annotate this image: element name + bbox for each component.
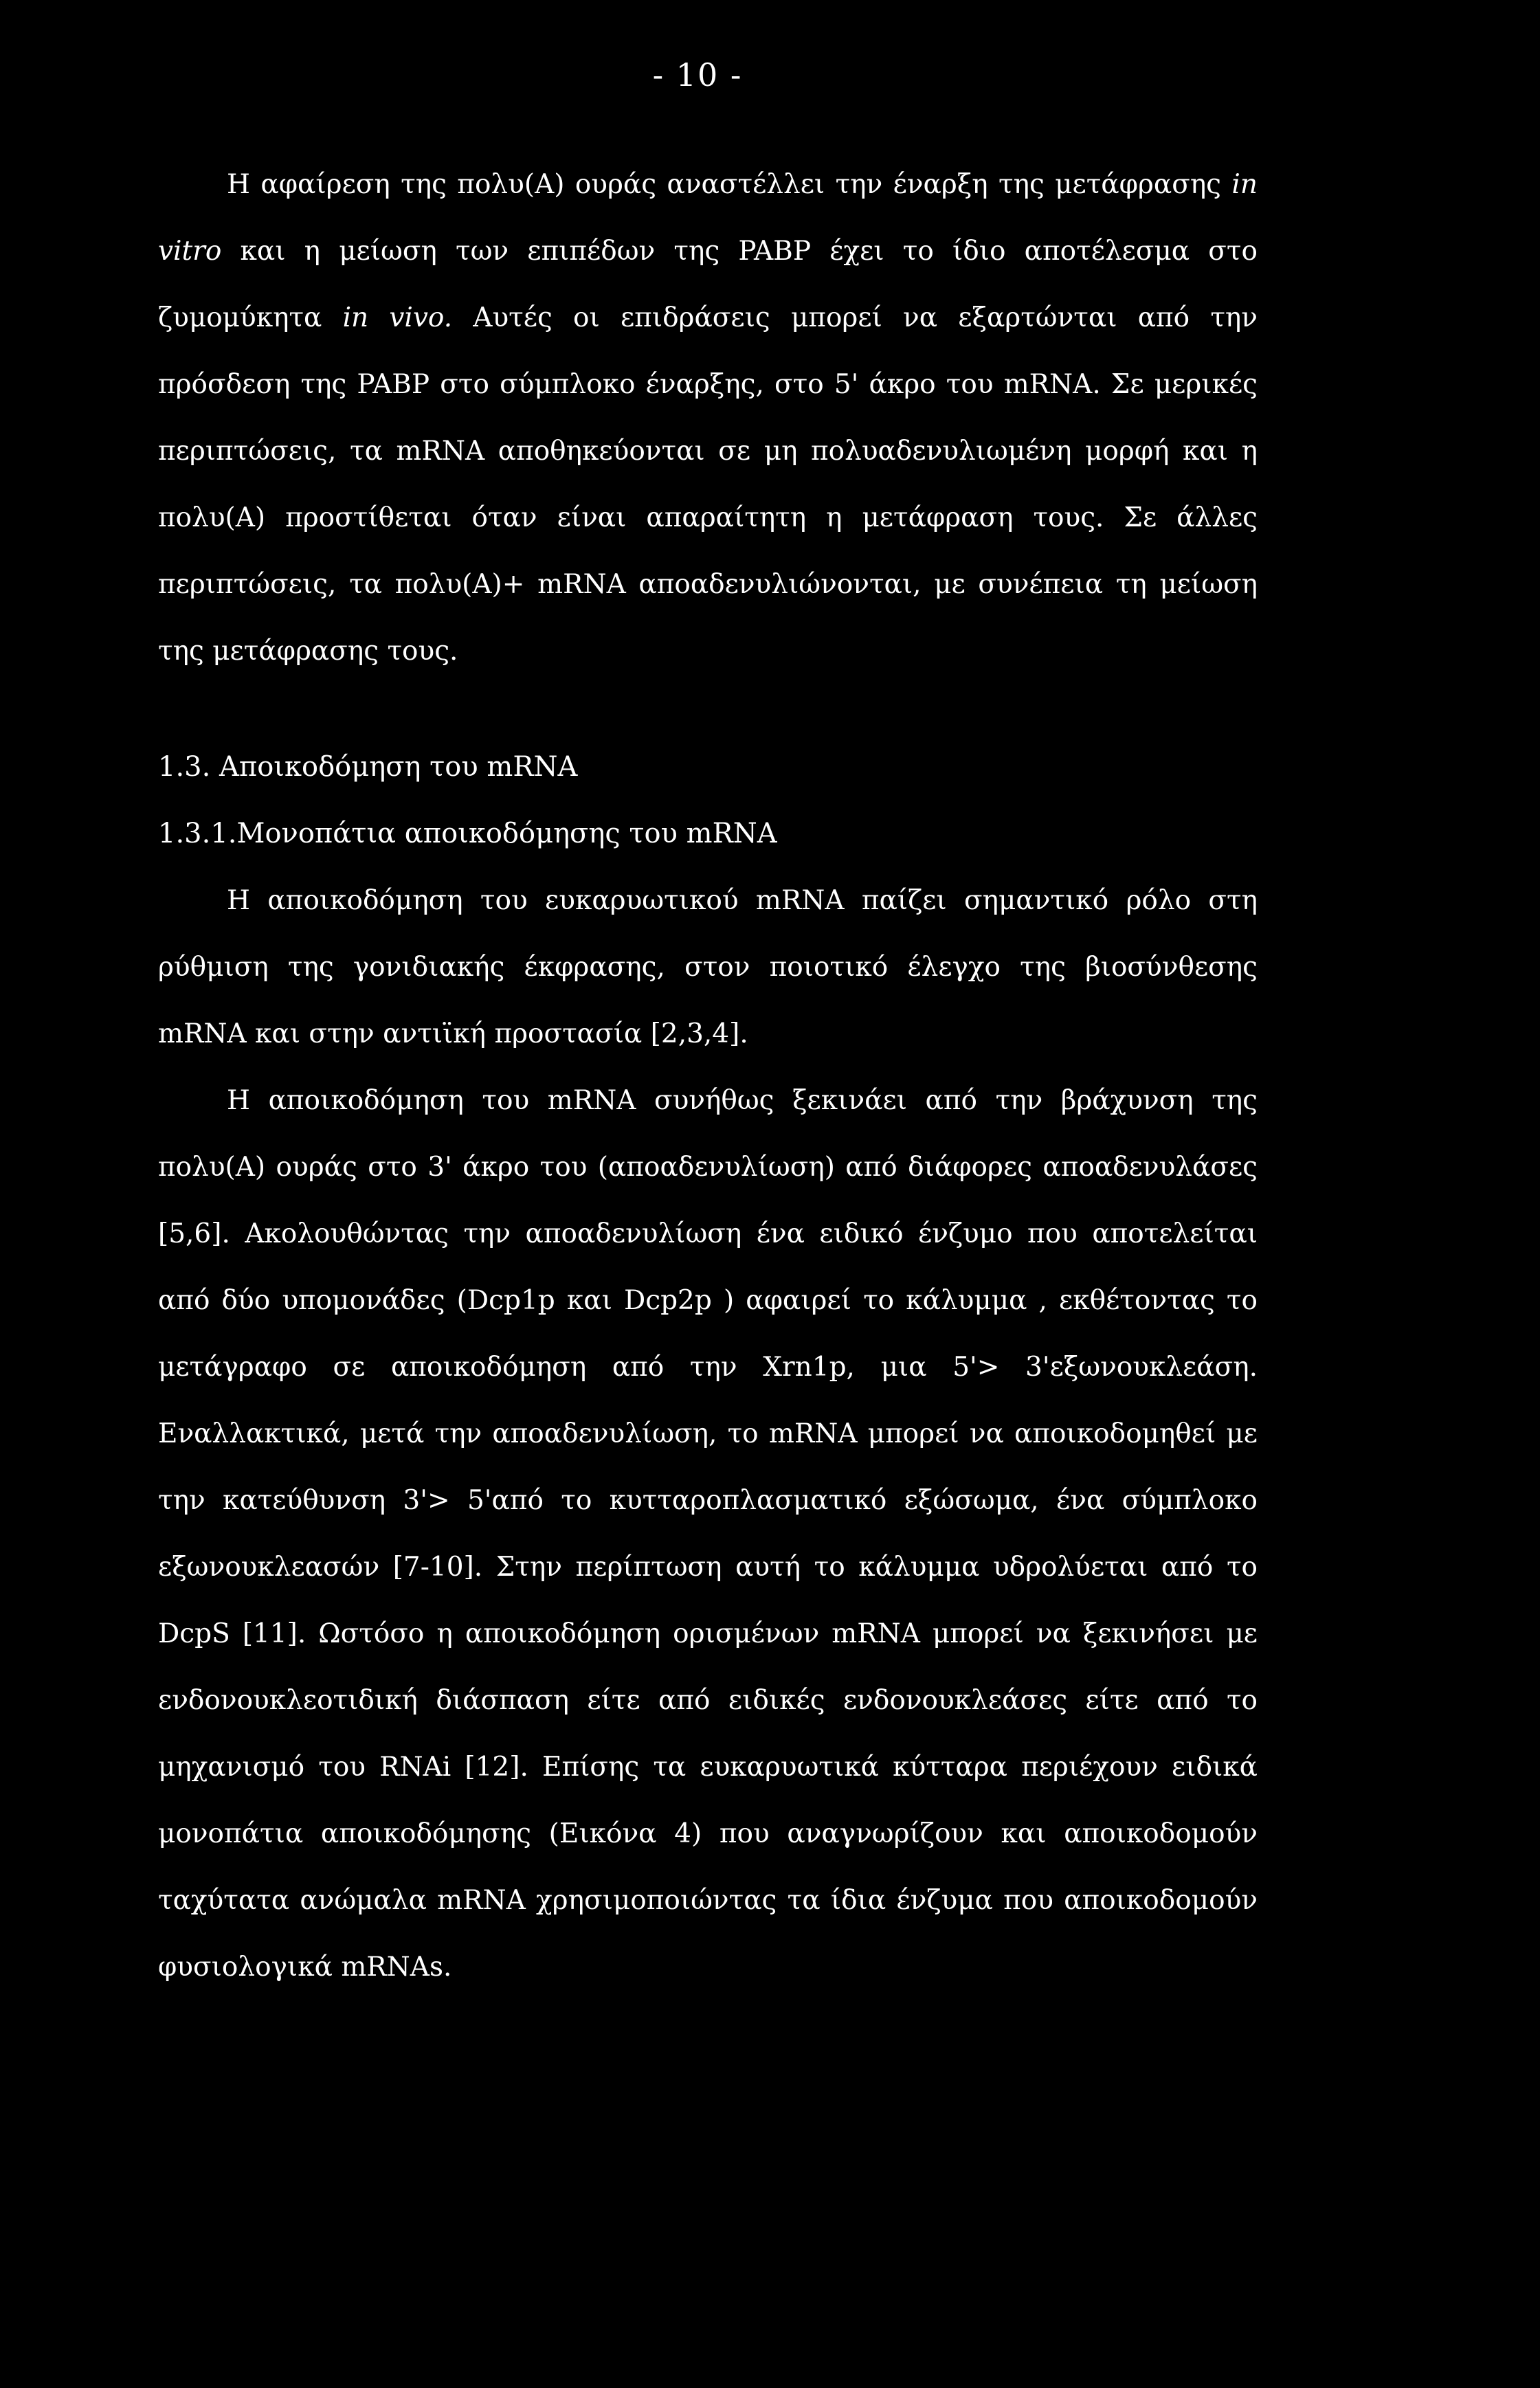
intro-text-part2: και η μείωση των επιπέδων της PABP έχει το ίδιο αποτέλεσμα στο ζυμομύκητα xyxy=(158,236,1258,333)
in-vitro-term: in vitro xyxy=(158,169,1258,267)
intro-text-part1: Η αφαίρεση της πολυ(Α) ουράς αναστέλλει την έναρξη της μετάφρασης xyxy=(227,169,1232,200)
body-paragraph-1: Η αποικοδόμηση του ευκαρυωτικού mRNA παίζει σημαντικό ρόλο στη ρύθμιση της γονιδιακής έκφρασης, στον ποιοτικό έλεγχο της βιοσύνθεσης mRNA και στην αντιϊκή προστασία [2,3,4]. xyxy=(158,885,1258,1049)
in-vivo-term: in vivo. xyxy=(342,302,453,333)
intro-paragraph xyxy=(158,151,1258,684)
document-body xyxy=(158,151,1258,2000)
page-number: - 10 - xyxy=(652,56,743,93)
section-spacer xyxy=(158,684,1258,734)
body-paragraph-2: Η αποικοδόμηση του mRNA συνήθως ξεκινάει από την βράχυνση της πολυ(Α) ουράς στο 3' άκρο του (αποαδενυλίωση) από διάφορες αποαδενυλάσες [5,6]. Ακολουθώντας την αποαδενυλίωση ένα ειδικό ένζυμο που αποτελείται από δύο υπομονάδες (Dcp1p και Dcp2p ) αφαιρεί το κάλυμμα , εκθέτοντας το μετάγραφο σε αποικοδόμηση από την Xrn1p, μια 5'> 3'εξωνουκλεάση. Εναλλακτικά, μετά την αποαδενυλίωση, το mRNA μπορεί να αποικοδομηθεί με την κατεύθυνση 3'> 5'από το κυτταροπλασματικό εξώσωμα, ένα σύμπλοκο εξωνουκλεασών [7-10]. Στην περίπτωση αυτή το κάλυμμα υδρολύεται από το DcpS [11]. Ωστόσο η αποικοδόμηση ορισμένων mRNA μπορεί να ξεκινήσει με ενδονουκλεοτιδική διάσπαση είτε από ειδικές ενδονουκλεάσες είτε από το μηχανισμό του RNAi [12]. Επίσης τα ευκαρυωτικά κύτταρα περιέχουν ειδικά μονοπάτια αποικοδόμησης (Εικόνα 4) που αναγνωρίζουν και αποικοδομούν ταχύτατα ανώμαλα mRNA χρησιμοποιώντας τα ίδια ένζυμα που αποικοδομούν φυσιολογικά mRNAs. xyxy=(158,1085,1258,1983)
subsection-heading: 1.3.1.Μονοπάτια αποικοδόμησης του mRNA xyxy=(158,818,777,849)
intro-text-part3: Αυτές οι επιδράσεις μπορεί να εξαρτώνται από την πρόσδεση της PABP στο σύμπλοκο έναρξης, στο 5' άκρο του mRNA. Σε μερικές περιπτώσεις, τα mRNA αποθηκεύονται σε μη πολυαδενυλιωμένη μορφή και η πολυ(Α) προστίθεται όταν είναι απαραίτητη η μετάφραση τους. Σε άλλες περιπτώσεις, τα πολυ(Α)+ mRNA αποαδενυλιώνονται, με συνέπεια τη μείωση της μετάφρασης τους. xyxy=(158,302,1258,667)
section-heading: 1.3. Αποικοδόμηση του mRNA xyxy=(158,751,578,783)
